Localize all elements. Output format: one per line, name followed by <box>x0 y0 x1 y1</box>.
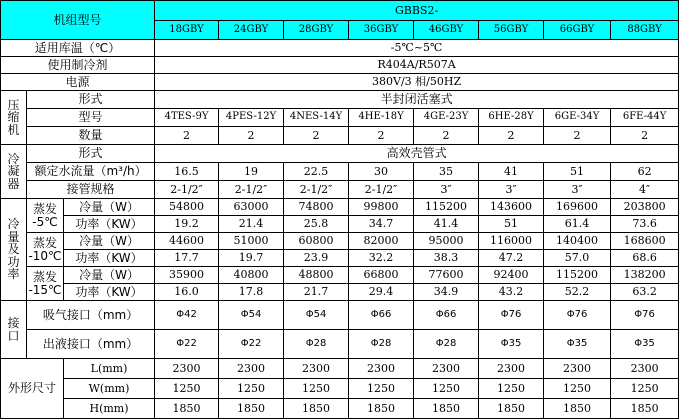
compressor-qty: 2 <box>349 127 414 145</box>
power-kw: 32.2 <box>349 250 414 267</box>
compressor-model: 4NES-14Y <box>284 109 349 127</box>
compressor-type-label: 形式 <box>27 91 155 109</box>
dimension-value: 2300 <box>479 359 544 379</box>
power-supply-value: 380V/3 相/50HZ <box>155 74 679 91</box>
model-header: 18GBY <box>155 21 219 40</box>
pipe-spec: 2-1/2″ <box>155 181 219 199</box>
power-kw: 38.3 <box>414 250 479 267</box>
capacity-section-label: 冷 量 及 功 率 <box>1 199 27 301</box>
header-title: 机组型号 <box>1 1 155 40</box>
evap-temp-label: 蒸发 -15℃ <box>27 267 64 301</box>
power-kw: 61.4 <box>544 216 611 233</box>
cooling-capacity: 48800 <box>284 267 349 284</box>
compressor-qty-label: 数量 <box>27 127 155 145</box>
cooling-capacity: 40800 <box>219 267 284 284</box>
liquid-port: Φ22 <box>219 330 284 359</box>
cooling-capacity: 35900 <box>155 267 219 284</box>
water-flow: 62 <box>611 163 679 181</box>
compressor-qty: 2 <box>414 127 479 145</box>
header-series: GBBS2- <box>155 1 679 21</box>
cooling-capacity: 63000 <box>219 199 284 216</box>
dimension-value: 1250 <box>284 379 349 399</box>
cooling-capacity: 115200 <box>544 267 611 284</box>
condenser-section-label: 冷 凝 器 <box>1 145 27 199</box>
water-flow-label: 额定水流量（m³/h） <box>27 163 155 181</box>
liquid-port: Φ35 <box>544 330 611 359</box>
pipe-spec-label: 接管规格 <box>27 181 155 199</box>
power-kw: 52.2 <box>544 284 611 301</box>
dimension-value: 1850 <box>479 399 544 419</box>
power-kw: 23.9 <box>284 250 349 267</box>
cooling-capacity-label: 冷量（W） <box>64 233 155 250</box>
liquid-port-label: 出液接口（mm） <box>27 330 155 359</box>
compressor-qty: 2 <box>611 127 679 145</box>
pipe-spec: 3″ <box>414 181 479 199</box>
cooling-capacity: 203800 <box>611 199 679 216</box>
cooling-capacity: 44600 <box>155 233 219 250</box>
pipe-spec: 2-1/2″ <box>349 181 414 199</box>
pipe-spec: 3″ <box>544 181 611 199</box>
pipe-spec: 2-1/2″ <box>284 181 349 199</box>
water-flow: 22.5 <box>284 163 349 181</box>
cooling-capacity: 60800 <box>284 233 349 250</box>
water-flow: 35 <box>414 163 479 181</box>
cooling-capacity: 115200 <box>414 199 479 216</box>
water-flow: 19 <box>219 163 284 181</box>
water-flow: 30 <box>349 163 414 181</box>
compressor-qty: 2 <box>479 127 544 145</box>
suction-port: Φ54 <box>219 301 284 330</box>
temp-range-label: 适用库温（℃） <box>1 40 155 57</box>
dimension-value: 1250 <box>479 379 544 399</box>
dimension-label: W(mm) <box>64 379 155 399</box>
dimension-value: 1250 <box>155 379 219 399</box>
power-kw: 19.7 <box>219 250 284 267</box>
power-kw: 21.4 <box>219 216 284 233</box>
dimension-label: H(mm) <box>64 399 155 419</box>
dimensions-label: 外形尺寸 <box>1 359 64 419</box>
cooling-capacity-label: 冷量（W） <box>64 267 155 284</box>
refrigerant-label: 使用制冷剂 <box>1 57 155 74</box>
compressor-model-label: 型号 <box>27 109 155 127</box>
cooling-capacity: 95000 <box>414 233 479 250</box>
dimension-value: 2300 <box>284 359 349 379</box>
dimension-value: 1850 <box>611 399 679 419</box>
compressor-qty: 2 <box>544 127 611 145</box>
compressor-qty: 2 <box>284 127 349 145</box>
compressor-model: 6FE-44Y <box>611 109 679 127</box>
cooling-capacity: 77600 <box>414 267 479 284</box>
dimension-value: 2300 <box>544 359 611 379</box>
model-header: 88GBY <box>611 21 679 40</box>
power-kw: 17.8 <box>219 284 284 301</box>
suction-port: Φ42 <box>155 301 219 330</box>
power-kw: 19.2 <box>155 216 219 233</box>
cooling-capacity: 138200 <box>611 267 679 284</box>
cooling-capacity: 140400 <box>544 233 611 250</box>
compressor-model: 6HE-28Y <box>479 109 544 127</box>
evap-temp-label: 蒸发 -5℃ <box>27 199 64 233</box>
cooling-capacity: 82000 <box>349 233 414 250</box>
model-header: 66GBY <box>544 21 611 40</box>
model-header: 28GBY <box>284 21 349 40</box>
suction-port: Φ66 <box>414 301 479 330</box>
dimension-value: 1250 <box>414 379 479 399</box>
power-label: 功率（KW） <box>64 284 155 301</box>
condenser-type-label: 形式 <box>27 145 155 163</box>
power-label: 功率（KW） <box>64 250 155 267</box>
power-kw: 17.7 <box>155 250 219 267</box>
model-header: 36GBY <box>349 21 414 40</box>
dimension-value: 2300 <box>611 359 679 379</box>
liquid-port: Φ28 <box>414 330 479 359</box>
compressor-type-value: 半封闭活塞式 <box>155 91 679 109</box>
compressor-qty: 2 <box>219 127 284 145</box>
power-kw: 43.2 <box>479 284 544 301</box>
liquid-port: Φ22 <box>155 330 219 359</box>
power-kw: 41.4 <box>414 216 479 233</box>
water-flow: 41 <box>479 163 544 181</box>
power-kw: 29.4 <box>349 284 414 301</box>
cooling-capacity: 74800 <box>284 199 349 216</box>
power-supply-label: 电源 <box>1 74 155 91</box>
connection-section-label: 接 口 <box>1 301 27 359</box>
evap-temp-label: 蒸发 -10℃ <box>27 233 64 267</box>
cooling-capacity: 66800 <box>349 267 414 284</box>
water-flow: 51 <box>544 163 611 181</box>
cooling-capacity: 99800 <box>349 199 414 216</box>
cooling-capacity: 116000 <box>479 233 544 250</box>
cooling-capacity: 169600 <box>544 199 611 216</box>
water-flow: 16.5 <box>155 163 219 181</box>
suction-port: Φ54 <box>284 301 349 330</box>
compressor-qty: 2 <box>155 127 219 145</box>
power-kw: 73.6 <box>611 216 679 233</box>
power-kw: 57.0 <box>544 250 611 267</box>
power-kw: 16.0 <box>155 284 219 301</box>
liquid-port: Φ35 <box>479 330 544 359</box>
suction-port: Φ66 <box>349 301 414 330</box>
dimension-value: 1250 <box>611 379 679 399</box>
power-kw: 63.2 <box>611 284 679 301</box>
refrigerant-value: R404A/R507A <box>155 57 679 74</box>
cooling-capacity: 51000 <box>219 233 284 250</box>
power-kw: 51 <box>479 216 544 233</box>
dimension-value: 2300 <box>349 359 414 379</box>
pipe-spec: 3″ <box>479 181 544 199</box>
dimension-value: 2300 <box>414 359 479 379</box>
dimension-value: 1250 <box>219 379 284 399</box>
compressor-model: 4PES-12Y <box>219 109 284 127</box>
dimension-value: 2300 <box>155 359 219 379</box>
dimension-value: 1850 <box>349 399 414 419</box>
power-kw: 47.2 <box>479 250 544 267</box>
condenser-type-value: 高效壳管式 <box>155 145 679 163</box>
liquid-port: Φ28 <box>284 330 349 359</box>
dimension-value: 1850 <box>155 399 219 419</box>
power-label: 功率（KW） <box>64 216 155 233</box>
dimension-value: 1850 <box>219 399 284 419</box>
dimension-value: 1250 <box>349 379 414 399</box>
suction-port: Φ76 <box>479 301 544 330</box>
cooling-capacity: 168600 <box>611 233 679 250</box>
suction-port: Φ76 <box>544 301 611 330</box>
pipe-spec: 2-1/2″ <box>219 181 284 199</box>
model-header: 24GBY <box>219 21 284 40</box>
dimension-value: 1250 <box>544 379 611 399</box>
liquid-port: Φ35 <box>611 330 679 359</box>
compressor-model: 4HE-18Y <box>349 109 414 127</box>
suction-port: Φ76 <box>611 301 679 330</box>
cooling-capacity-label: 冷量（W） <box>64 199 155 216</box>
model-header: 46GBY <box>414 21 479 40</box>
compressor-model: 4TES-9Y <box>155 109 219 127</box>
power-kw: 68.6 <box>611 250 679 267</box>
cooling-capacity: 92400 <box>479 267 544 284</box>
model-header: 56GBY <box>479 21 544 40</box>
dimension-label: L(mm) <box>64 359 155 379</box>
cooling-capacity: 54800 <box>155 199 219 216</box>
suction-port-label: 吸气接口（mm） <box>27 301 155 330</box>
power-kw: 25.8 <box>284 216 349 233</box>
dimension-value: 2300 <box>219 359 284 379</box>
power-kw: 34.7 <box>349 216 414 233</box>
pipe-spec: 4″ <box>611 181 679 199</box>
liquid-port: Φ28 <box>349 330 414 359</box>
dimension-value: 1850 <box>284 399 349 419</box>
compressor-model: 4GE-23Y <box>414 109 479 127</box>
power-kw: 21.7 <box>284 284 349 301</box>
cooling-capacity: 143600 <box>479 199 544 216</box>
compressor-model: 6GE-34Y <box>544 109 611 127</box>
power-kw: 34.9 <box>414 284 479 301</box>
temp-range-value: -5℃~5℃ <box>155 40 679 57</box>
dimension-value: 1850 <box>414 399 479 419</box>
compressor-section-label: 压 缩 机 <box>1 91 27 145</box>
dimension-value: 1850 <box>544 399 611 419</box>
